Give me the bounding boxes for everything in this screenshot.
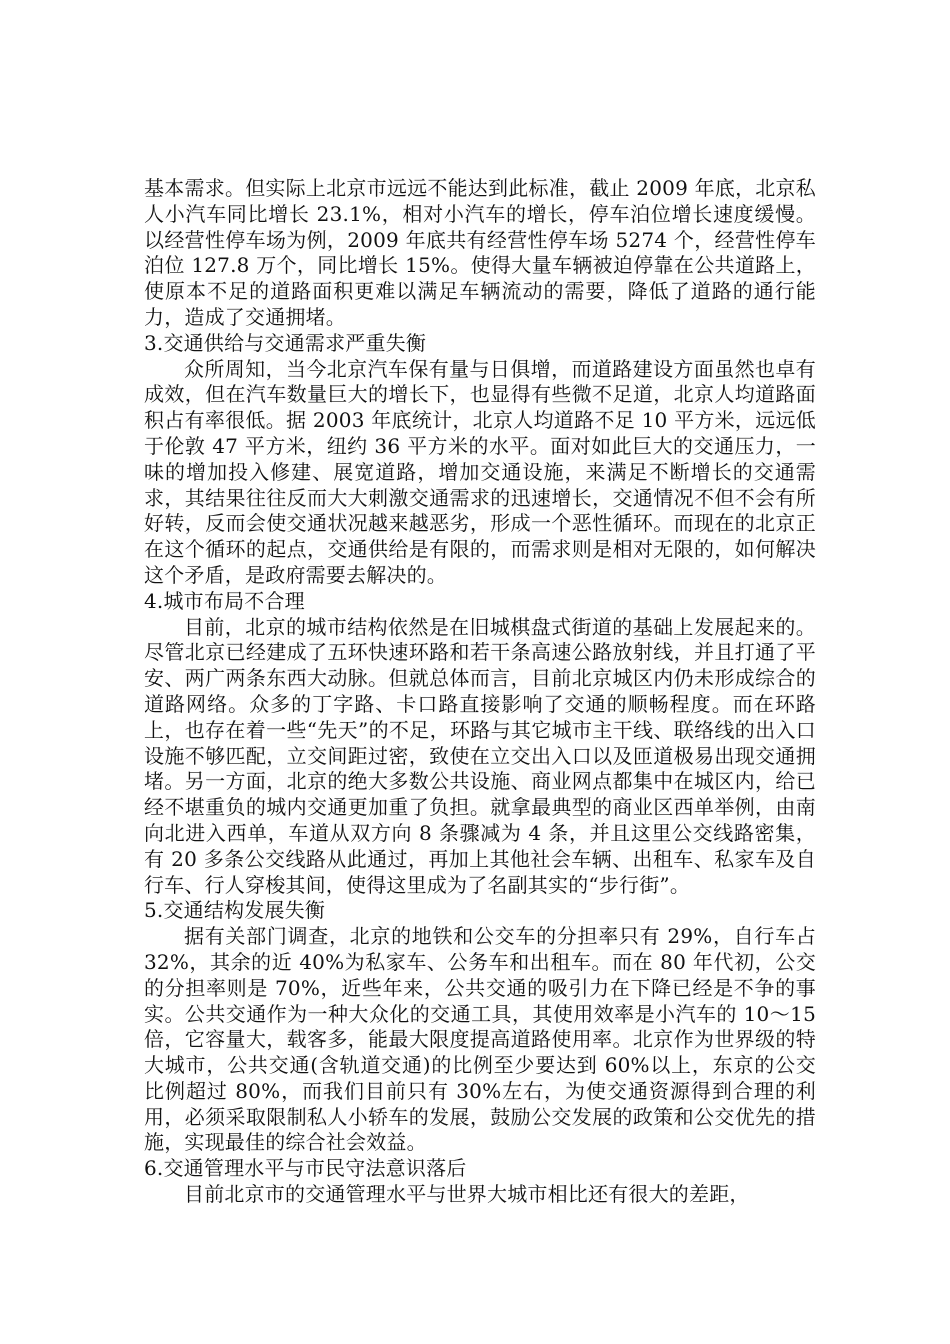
- paragraph-parking-demand: 基本需求。但实际上北京市远远不能达到此标准，截止 2009 年底，北京私人小汽车同比增长 23.1%，相对小汽车的增长，停车泊位增长速度缓慢。以经营性停车场为例，2009 年底共有经营性停车场 5274 个，经营性停车泊位 127.8 万个，同比增长 15%。使得大量车辆被迫停靠在公共道路上，使原本不足的道路面积更难以满足车辆流动的需要，降低了道路的通行能力，造成了交通拥堵。: [144, 176, 816, 329]
- paragraph-transport-structure: 据有关部门调查，北京的地铁和公交车的分担率只有 29%，自行车占 32%，其余的近 40%为私家车、公务车和出租车。而在 80 年代初，公交的分担率则是 70%，近些年来，公共交通的吸引力在下降已经是不争的事实。公共交通作为一种大众化的交通工具，其使用效率是小汽车的 10～15 倍，它容量大，载客多，能最大限度提高道路使用率。北京作为世界级的特大城市，公共交通(含轨道交通)的比例至少要达到 60%以上，东京的公交比例超过 80%，而我们目前只有 30%左右，为使交通资源得到合理的利用，必须采取限制私人小轿车的发展，鼓励公交发展的政策和公交优先的措施，实现最佳的综合社会效益。: [144, 924, 816, 1155]
- paragraph-city-layout: 目前，北京的城市结构依然是在旧城棋盘式街道的基础上发展起来的。尽管北京已经建成了五环快速环路和若干条高速公路放射线，并且打通了平安、两广两条东西大动脉。但就总体而言，目前北京城区内仍未形成综合的道路网络。众多的丁字路、卡口路直接影响了交通的顺畅程度。而在环路上，也存在着一些“先天”的不足，环路与其它城市主干线、联络线的出入口设施不够匹配，立交间距过密，致使在立交出入口以及匝道极易出现交通拥堵。另一方面，北京的绝大多数公共设施、商业网点都集中在城区内，给已经不堪重负的城内交通更加重了负担。就拿最典型的商业区西单举例，由南向北进入西单，车道从双方向 8 条骤减为 4 条，并且这里公交线路密集，有 20 多条公交线路从此通过，再加上其他社会车辆、出租车、私家车及自行车、行人穿梭其间，使得这里成为了名副其实的“步行街”。: [144, 614, 816, 897]
- section-heading-4: 4.城市布局不合理: [144, 588, 305, 613]
- document-page: [144, 176, 816, 1208]
- paragraph-supply-demand: 众所周知，当今北京汽车保有量与日俱增，而道路建设方面虽然也卓有成效，但在汽车数量巨大的增长下，也显得有些微不足道，北京人均道路面积占有率很低。据 2003 年底统计，北京人均道路不足 10 平方米，远远低于伦敦 47 平方米，纽约 36 平方米的水平。面对如此巨大的交通压力，一味的增加投入修建、展宽道路，增加交通设施，来满足不断增长的交通需求，其结果往往反而大大刺激交通需求的迅速增长，交通情况不但不会有所好转，反而会使交通状况越来越恶劣，形成一个恶性循环。而现在的北京正在这个循环的起点，交通供给是有限的，而需求则是相对无限的，如何解决这个矛盾，是政府需要去解决的。: [144, 356, 816, 587]
- section-heading-6: 6.交通管理水平与市民守法意识落后: [144, 1156, 467, 1181]
- paragraph-traffic-management: 目前北京市的交通管理水平与世界大城市相比还有很大的差距，: [184, 1182, 750, 1207]
- section-heading-5: 5.交通结构发展失衡: [144, 898, 326, 923]
- section-heading-3: 3.交通供给与交通需求严重失衡: [144, 330, 427, 355]
